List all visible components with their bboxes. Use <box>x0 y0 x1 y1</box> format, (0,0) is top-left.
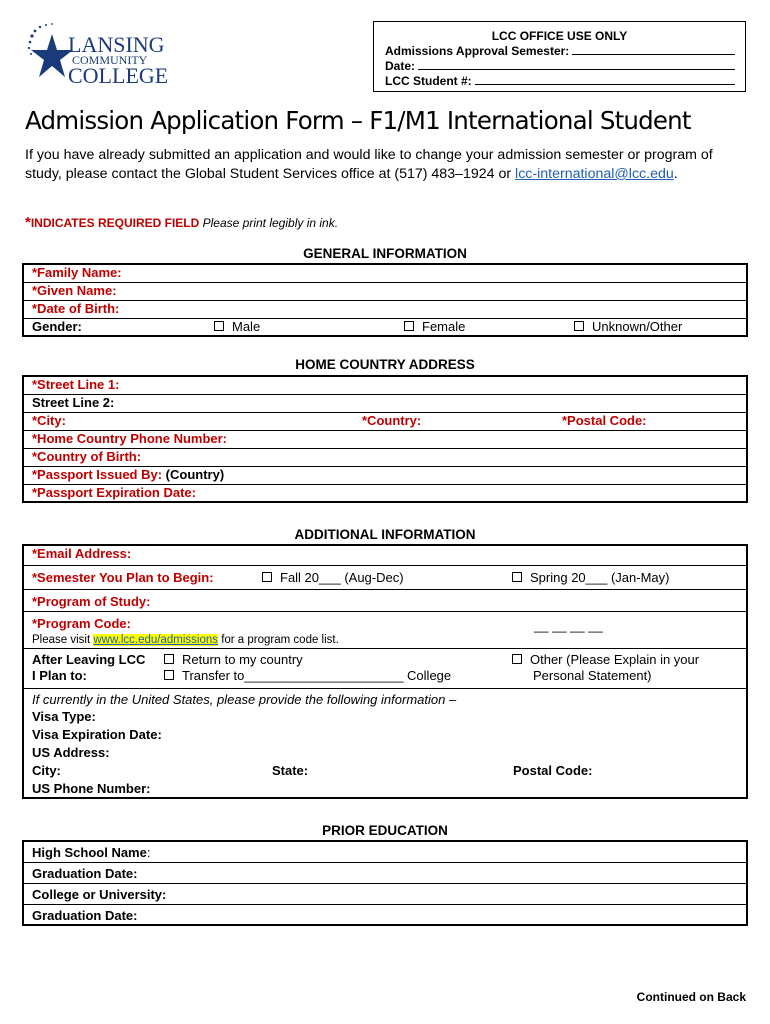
checkbox-icon[interactable] <box>574 321 584 331</box>
checkbox-icon[interactable] <box>262 572 272 582</box>
intro-end: . <box>673 166 678 182</box>
passport-issued-suffix: (Country) <box>162 466 225 482</box>
page-title: Admission Application Form – F1/M1 International Student <box>25 106 691 135</box>
student-number-line[interactable] <box>385 74 745 88</box>
checkbox-icon[interactable] <box>164 654 174 664</box>
general-info-title: GENERAL INFORMATION <box>303 246 467 261</box>
intl-email-link[interactable]: lcc-international@lcc.edu <box>515 166 674 182</box>
required-note <box>25 214 338 231</box>
return-option[interactable] <box>164 652 303 668</box>
us-address-field[interactable]: US Address: <box>32 744 110 760</box>
semester-label: *Semester You Plan to Begin: <box>32 569 214 585</box>
office-header: LCC OFFICE USE ONLY <box>491 29 628 43</box>
home-address-title: HOME COUNTRY ADDRESS <box>295 357 475 372</box>
admissions-link[interactable]: www.lcc.edu/admissions <box>93 633 218 646</box>
passport-exp-field[interactable]: *Passport Expiration Date: <box>23 484 747 502</box>
college-field[interactable]: College or University: <box>23 883 747 904</box>
family-name-field[interactable]: *Family Name: <box>23 264 747 282</box>
office-date-label: Date: <box>385 59 416 73</box>
college-grad-field[interactable]: Graduation Date: <box>23 904 747 925</box>
spring-label: Spring 20___ (Jan-May) <box>530 569 670 585</box>
logo-line3: COLLEGE <box>68 63 169 88</box>
home-phone-field[interactable]: *Home Country Phone Number: <box>23 430 747 448</box>
street1-field[interactable]: *Street Line 1: <box>23 376 747 394</box>
office-use-box <box>373 21 746 92</box>
transfer-option[interactable] <box>164 668 451 684</box>
visit-post: for a program code list. <box>218 633 339 646</box>
prior-education-title: PRIOR EDUCATION <box>322 823 448 838</box>
logo-line2: COMMUNITY <box>72 53 148 67</box>
us-state-field[interactable]: State: <box>272 762 309 778</box>
fall-option[interactable] <box>262 570 404 586</box>
office-date-line[interactable] <box>385 59 745 73</box>
prior-education-table <box>22 840 748 926</box>
checkbox-icon[interactable] <box>512 654 522 664</box>
home-city-field[interactable]: *City: <box>32 412 66 428</box>
street2-field[interactable]: Street Line 2: <box>23 394 747 412</box>
checkbox-icon[interactable] <box>164 670 174 680</box>
required-instruction: Please print legibly in ink. <box>199 216 339 230</box>
student-number-label: LCC Student #: <box>385 74 472 88</box>
checkbox-icon[interactable] <box>404 321 414 331</box>
other-plan-option[interactable] <box>512 652 699 668</box>
after-lcc-label-1: After Leaving LCC <box>32 651 146 667</box>
gender-label: Gender: <box>32 318 82 334</box>
additional-info-title: ADDITIONAL INFORMATION <box>294 527 476 542</box>
us-postal-field[interactable]: Postal Code: <box>513 762 593 778</box>
intro-paragraph <box>25 146 750 184</box>
passport-issued-label: *Passport Issued By: <box>32 466 163 482</box>
program-study-field[interactable]: *Program of Study: <box>23 589 747 611</box>
dob-field[interactable]: *Date of Birth: <box>23 300 747 318</box>
gender-male-option[interactable] <box>214 319 260 335</box>
continued-note: Continued on Back <box>636 990 746 1004</box>
hs-name-label: High School Name <box>32 845 147 860</box>
female-label: Female <box>422 318 466 334</box>
checkbox-icon[interactable] <box>214 321 224 331</box>
star-logo-icon <box>26 22 186 92</box>
spring-option[interactable] <box>512 570 669 586</box>
other-plan-label: Other (Please Explain in your <box>530 651 700 667</box>
after-lcc-label-2: I Plan to: <box>32 667 87 683</box>
us-phone-field[interactable]: US Phone Number: <box>32 780 151 796</box>
other-plan-label-2: Personal Statement) <box>533 667 652 683</box>
visa-exp-field[interactable]: Visa Expiration Date: <box>32 726 162 742</box>
semester-row <box>23 565 747 589</box>
hs-grad-field[interactable]: Graduation Date: <box>23 862 747 883</box>
required-star: * <box>25 214 31 231</box>
general-info-table <box>22 263 748 337</box>
program-code-label: *Program Code: <box>32 615 131 631</box>
additional-info-table <box>22 544 748 799</box>
program-code-blanks[interactable]: __ __ __ __ <box>534 617 603 633</box>
approval-semester-line[interactable] <box>385 44 745 58</box>
approval-label: Admissions Approval Semester: <box>385 44 570 58</box>
home-postal-field[interactable]: *Postal Code: <box>562 412 647 428</box>
visa-type-field[interactable]: Visa Type: <box>32 708 96 724</box>
passport-issued-field[interactable] <box>23 466 747 484</box>
email-field[interactable]: *Email Address: <box>23 545 747 565</box>
us-city-row <box>32 763 738 779</box>
hs-colon: : <box>146 845 151 860</box>
required-label: INDICATES REQUIRED FIELD <box>30 216 200 230</box>
program-code-row <box>23 611 747 648</box>
program-code-hint <box>32 632 738 648</box>
intro-text: If you have already submitted an application and would like to change your admission semester or program of study, please contact the Global Student Services office at (517) 483–1924 or <box>25 147 713 182</box>
city-country-row <box>23 412 747 430</box>
home-country-field[interactable]: *Country: <box>362 412 422 428</box>
visit-pre: Please visit <box>32 633 94 646</box>
gender-row <box>23 318 747 336</box>
given-name-field[interactable]: *Given Name: <box>23 282 747 300</box>
lcc-logo <box>26 22 186 92</box>
us-info-block <box>23 688 747 798</box>
gender-other-option[interactable] <box>574 319 682 335</box>
transfer-label: Transfer to______________________ College <box>182 667 452 683</box>
male-label: Male <box>232 318 261 334</box>
checkbox-icon[interactable] <box>512 572 522 582</box>
return-label: Return to my country <box>182 651 303 667</box>
us-note: If currently in the United States, please provide the following information – <box>32 691 457 707</box>
other-gender-label: Unknown/Other <box>592 318 683 334</box>
birth-country-field[interactable]: *Country of Birth: <box>23 448 747 466</box>
us-city-field[interactable]: City: <box>32 762 61 778</box>
gender-female-option[interactable] <box>404 319 465 335</box>
fall-label: Fall 20___ (Aug-Dec) <box>280 569 404 585</box>
logo-line1: LANSING <box>68 32 165 57</box>
hs-name-field[interactable] <box>23 841 747 862</box>
after-lcc-row <box>23 648 747 688</box>
home-address-table <box>22 375 748 503</box>
